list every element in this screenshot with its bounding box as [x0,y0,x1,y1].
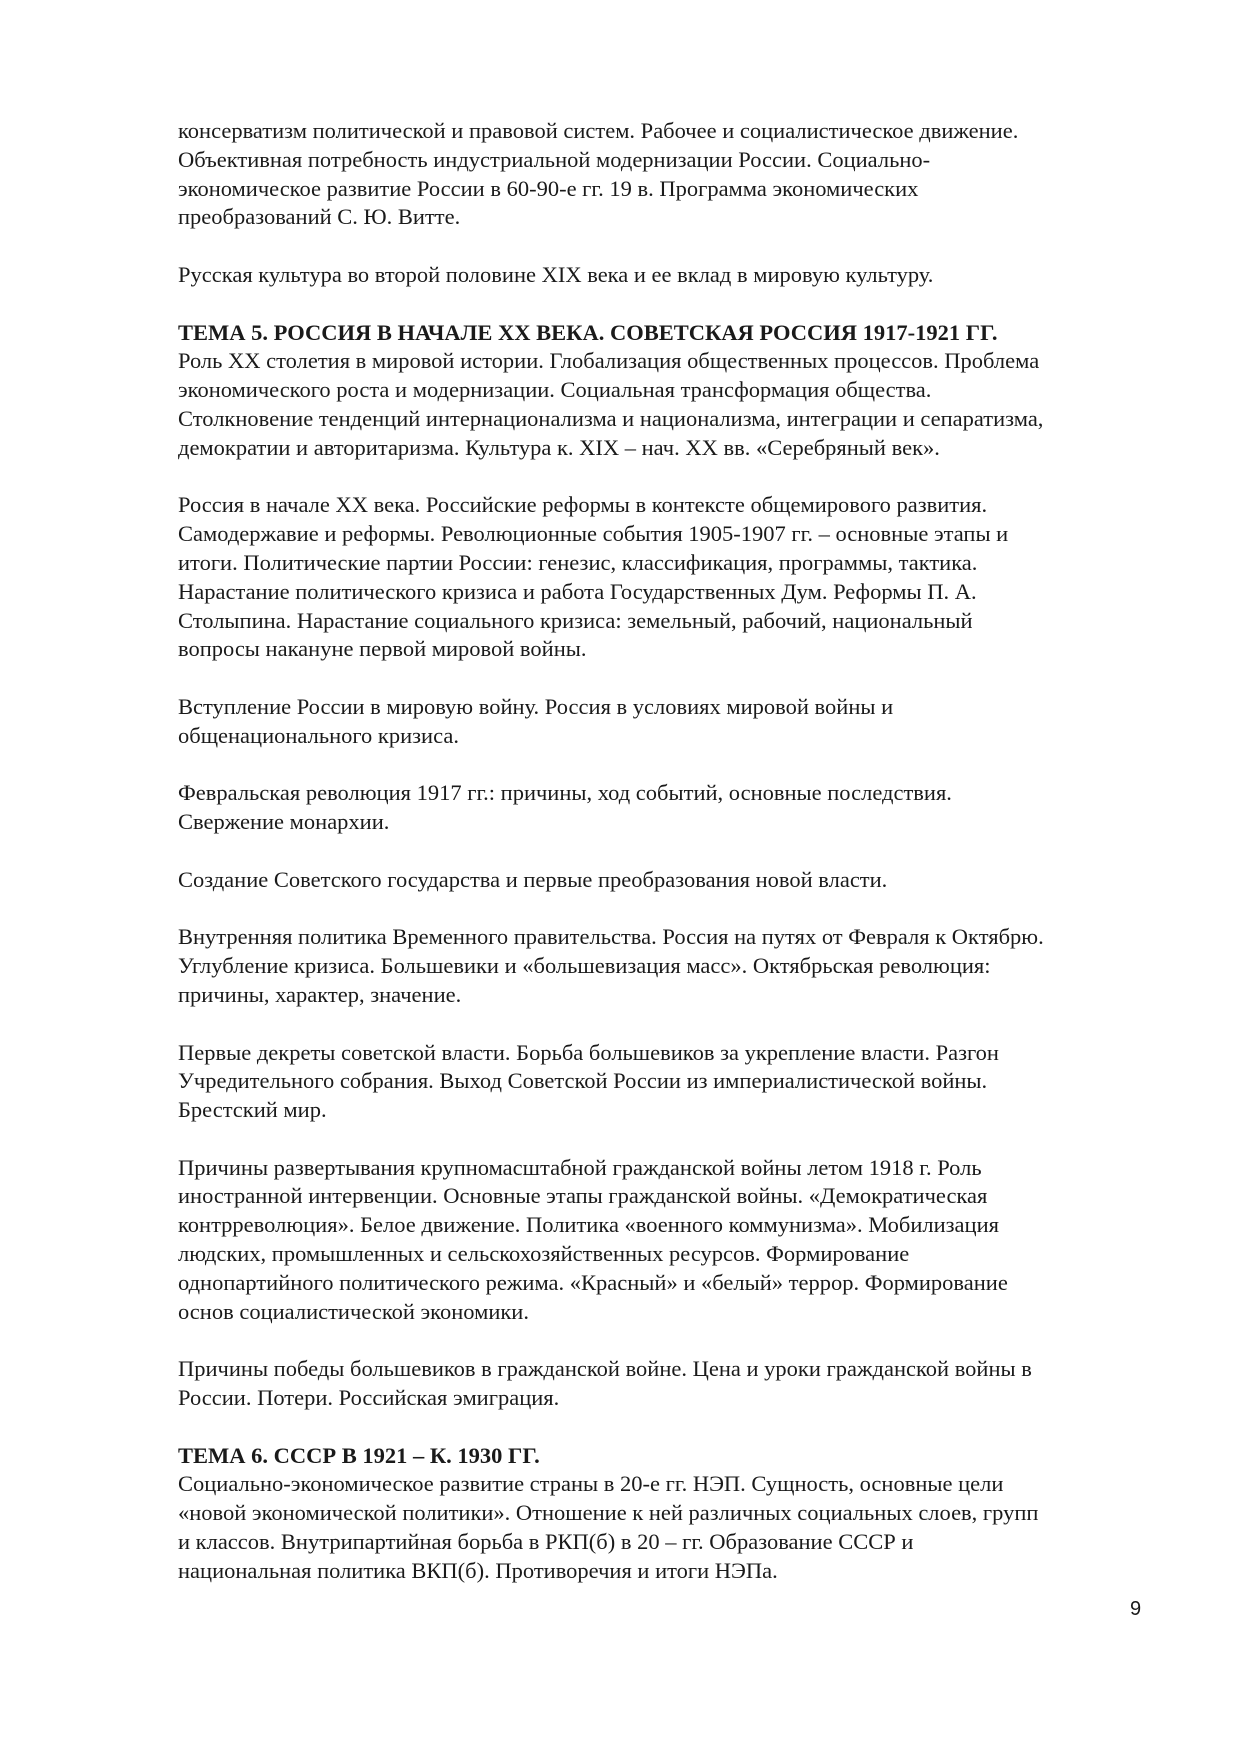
text-line: людских, промышленных и сельскохозяйственных ресурсов. Формирование [178,1241,910,1267]
text-line: Объективная потребность индустриальной модернизации России. Социально- [178,146,931,172]
text-line: преобразований С. Ю. Витте. [178,204,461,230]
paragraph-first-decrees [178,1039,1158,1125]
text-line: Углубление кризиса. Большевики и «большевизация масс». Октябрьская революция: [178,953,991,979]
heading-topic-5: ТЕМА 5. РОССИЯ В НАЧАЛЕ ХХ ВЕКА. СОВЕТСКАЯ РОССИЯ 1917-1921 ГГ. [178,319,998,345]
text-line: вопросы накануне первой мировой войны. [178,636,587,662]
text-line: иностранной интервенции. Основные этапы гражданской войны. «Демократическая [178,1183,988,1209]
text-line: однопартийного политического режима. «Красный» и «белый» террор. Формирование [178,1269,1008,1295]
text-line: Учредительного собрания. Выход Советской России из империалистической войны. [178,1068,988,1094]
paragraph-provisional-government [178,923,1158,1009]
text-line: Социально-экономическое развитие страны в 20-е гг. НЭП. Сущность, основные цели [178,1471,1004,1497]
text-line: общенационального кризиса. [178,722,459,748]
text-line: Столкновение тенденций интернационализма и национализма, интеграции и сепаратизма, [178,405,1044,431]
text-line: Роль ХХ столетия в мировой истории. Глобализация общественных процессов. Проблема [178,348,1040,374]
text-line: Вступление России в мировую войну. Россия в условиях мировой войны и [178,693,894,719]
text-line: Самодержавие и реформы. Революционные события 1905-1907 гг. – основные этапы и [178,521,1009,547]
paragraph-twentieth-century-role [178,347,1158,462]
paragraph-russian-culture [178,261,1158,290]
text-line: Русская культура во второй половине XIX века и ее вклад в мировую культуру. [178,261,934,287]
text-line: Нарастание политического кризиса и работа Государственных Дум. Реформы П. А. [178,578,977,604]
page-content [178,117,1158,1586]
text-line: Россия в начале ХХ века. Российские реформы в контексте общемирового развития. [178,492,988,518]
text-line: «новой экономической политики». Отношение к ней различных социальных слоев, групп [178,1500,1039,1526]
text-line: Создание Советского государства и первые преобразования новой власти. [178,866,888,892]
page-number: 9 [1130,1598,1142,1620]
text-line: контрреволюция». Белое движение. Политика «военного коммунизма». Мобилизация [178,1212,999,1238]
text-line: Брестский мир. [178,1097,327,1123]
paragraph-nep [178,1470,1158,1585]
paragraph-civil-war [178,1154,1158,1327]
text-line: причины, характер, значение. [178,981,462,1007]
text-line: Причины развертывания крупномасштабной гражданской войны летом 1918 г. Роль [178,1154,982,1180]
text-line: основ социалистической экономики. [178,1298,529,1324]
text-line: консерватизм политической и правовой систем. Рабочее и социалистическое движение. [178,118,1019,143]
paragraph-russia-early-20th [178,491,1158,664]
text-line: Причины победы большевиков в гражданской войне. Цена и уроки гражданской войны в [178,1356,1032,1382]
text-line: Первые декреты советской власти. Борьба большевиков за укрепление власти. Разгон [178,1039,999,1065]
text-line: России. Потери. Российская эмиграция. [178,1385,560,1411]
paragraph-industrial-modernization [178,117,1158,232]
text-line: и классов. Внутрипартийная борьба в РКП(б) в 20 – гг. Образование СССР и [178,1529,914,1555]
text-line: Свержение монархии. [178,809,390,835]
paragraph-soviet-state [178,866,1158,895]
text-line: итоги. Политические партии России: генезис, классификация, программы, тактика. [178,549,978,575]
text-line: Февральская революция 1917 гг.: причины, ход событий, основные последствия. [178,780,952,806]
text-line: Столыпина. Нарастание социального кризиса: земельный, рабочий, национальный [178,607,973,633]
heading-topic-6: ТЕМА 6. СССР В 1921 – К. 1930 ГГ. [178,1442,540,1468]
text-line: Внутренняя политика Временного правительства. Россия на путях от Февраля к Октябрю. [178,924,1044,950]
paragraph-world-war-entry [178,693,1158,751]
text-line: национальная политика ВКП(б). Противоречия и итоги НЭПа. [178,1557,778,1583]
text-line: экономическое развитие России в 60-90-е гг. 19 в. Программа экономических [178,175,919,201]
text-line: демократии и авторитаризма. Культура к. XIX – нач. XX вв. «Серебряный век». [178,434,940,460]
paragraph-february-revolution [178,779,1158,837]
paragraph-bolshevik-victory [178,1355,1158,1413]
text-line: экономического роста и модернизации. Социальная трансформация общества. [178,377,932,403]
